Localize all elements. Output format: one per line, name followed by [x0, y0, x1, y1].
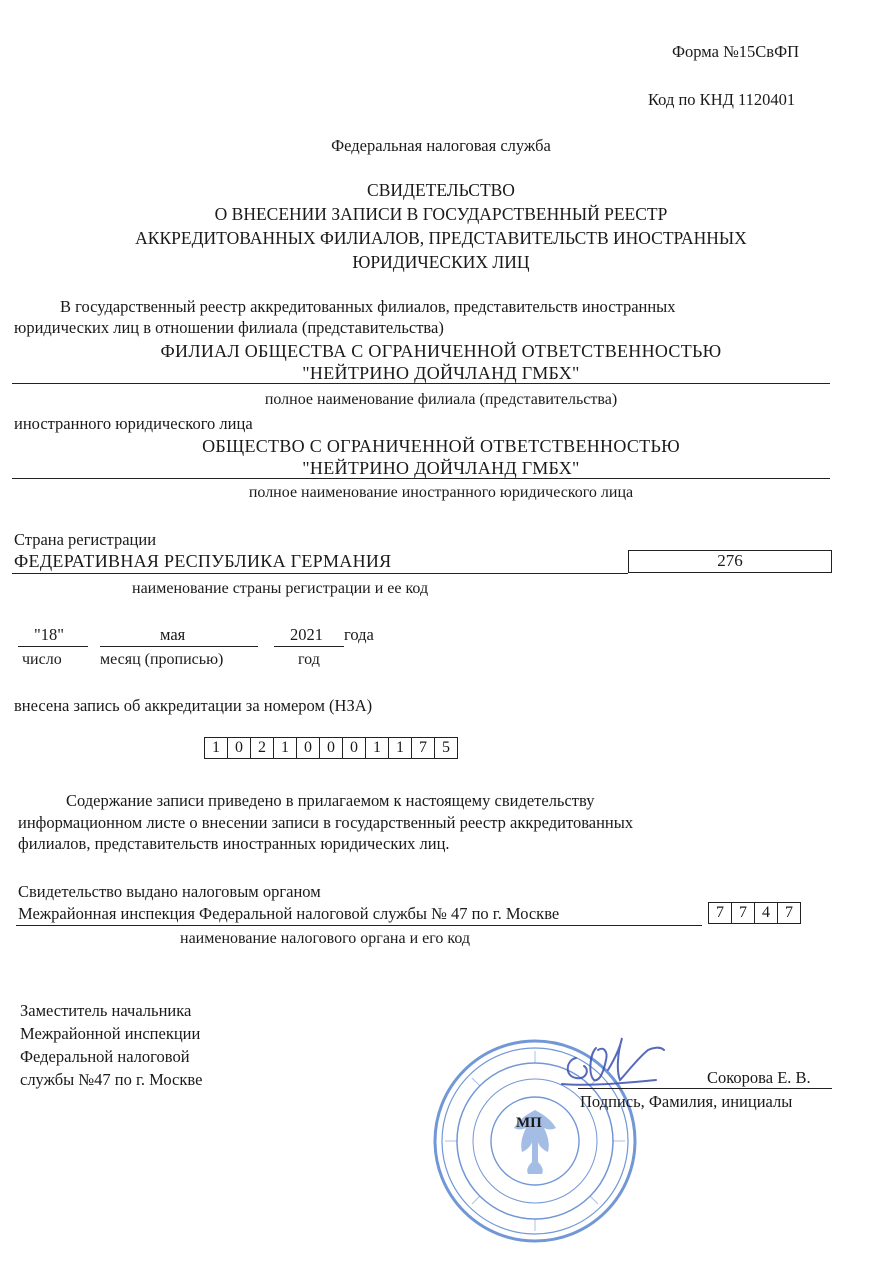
record-digit: 0 — [320, 738, 343, 759]
signatory-position-line-2: Межрайонной инспекции — [20, 1024, 201, 1043]
record-digit: 2 — [251, 738, 274, 759]
date-year: 2021 — [290, 625, 323, 644]
foreign-entity-caption: полное наименование иностранного юридического лица — [248, 484, 634, 501]
doc-title-line-3: АККРЕДИТОВАННЫХ ФИЛИАЛОВ, ПРЕДСТАВИТЕЛЬСТВ ИНОСТРАННЫХ — [135, 228, 747, 248]
issuer-name-rule — [16, 925, 702, 926]
foreign-entity-name-line-1: ОБЩЕСТВО С ОГРАНИЧЕННОЙ ОТВЕТСТВЕННОСТЬЮ — [202, 436, 680, 456]
record-digit: 0 — [343, 738, 366, 759]
date-day: "18" — [34, 625, 64, 644]
doc-title-line-2: О ВНЕСЕНИИ ЗАПИСИ В ГОСУДАРСТВЕННЫЙ РЕЕСТР — [214, 204, 668, 224]
date-day-rule — [18, 646, 88, 647]
issuer-caption: наименование налогового органа и его код — [180, 930, 471, 947]
record-digit: 1 — [205, 738, 228, 759]
record-label: внесена запись об аккредитации за номером (НЗА) — [14, 696, 373, 715]
branch-name-line-1: ФИЛИАЛ ОБЩЕСТВА С ОГРАНИЧЕННОЙ ОТВЕТСТВЕННОСТЬЮ — [160, 341, 722, 361]
record-digit: 0 — [228, 738, 251, 759]
date-day-caption: число — [22, 651, 62, 668]
date-month-rule — [100, 646, 258, 647]
intro-line-1: В государственный реестр аккредитованных филиалов, представительств иностранных — [60, 297, 676, 316]
agency-name: Федеральная налоговая служба — [331, 136, 551, 155]
record-number-cells — [204, 737, 458, 759]
knd-code: Код по КНД 1120401 — [648, 90, 796, 109]
date-year-rule — [274, 646, 344, 647]
record-digit: 1 — [366, 738, 389, 759]
doc-title-line-4: ЮРИДИЧЕСКИХ ЛИЦ — [352, 252, 530, 272]
intro-line-2: юридических лиц в отношении филиала (представительства) — [14, 318, 444, 337]
signature-caption: Подпись, Фамилия, инициалы — [580, 1092, 793, 1111]
date-year-caption: год — [298, 651, 320, 668]
country-name: ФЕДЕРАТИВНАЯ РЕСПУБЛИКА ГЕРМАНИЯ — [14, 551, 392, 571]
record-digit: 7 — [412, 738, 435, 759]
form-number: Форма №15СвФП — [672, 42, 800, 61]
issuer-code-digit: 7 — [778, 903, 801, 924]
branch-name-line-2: "НЕЙТРИНО ДОЙЧЛАНД ГМБХ" — [302, 363, 580, 383]
record-digit: 1 — [274, 738, 297, 759]
signature-rule — [578, 1088, 832, 1089]
date-month: мая — [160, 625, 186, 644]
foreign-entity-label: иностранного юридического лица — [14, 414, 253, 433]
country-name-rule — [12, 573, 628, 574]
record-digit: 1 — [389, 738, 412, 759]
issuer-label: Свидетельство выдано налоговым органом — [18, 882, 321, 901]
branch-name-caption: полное наименование филиала (представительства) — [264, 391, 618, 408]
date-month-caption: месяц (прописью) — [100, 651, 224, 668]
country-caption: наименование страны регистрации и ее код — [132, 580, 429, 597]
issuer-name: Межрайонная инспекция Федеральной налоговой службы № 47 по г. Москве — [18, 904, 560, 923]
record-digit: 5 — [435, 738, 458, 759]
issuer-code-digit: 7 — [732, 903, 755, 924]
branch-name-rule — [12, 383, 830, 384]
signatory-position-line-3: Федеральной налоговой — [20, 1047, 190, 1066]
country-code-box: 276 — [628, 550, 832, 573]
content-note-line-3: филиалов, представительств иностранных юридических лиц. — [18, 834, 450, 853]
record-digit: 0 — [297, 738, 320, 759]
signatory-position-line-4: службы №47 по г. Москве — [20, 1070, 203, 1089]
signatory-position-line-1: Заместитель начальника — [20, 1001, 192, 1020]
issuer-code-digit: 4 — [755, 903, 778, 924]
seal-place-mark: МП — [516, 1115, 542, 1131]
foreign-entity-name-line-2: "НЕЙТРИНО ДОЙЧЛАНД ГМБХ" — [302, 458, 580, 478]
country-label: Страна регистрации — [14, 530, 157, 549]
issuer-code-digit: 7 — [709, 903, 732, 924]
doc-title-line-1: СВИДЕТЕЛЬСТВО — [367, 180, 515, 200]
handwritten-signature — [556, 1030, 666, 1100]
issuer-code-cells — [708, 902, 801, 924]
signatory-name: Сокорова Е. В. — [707, 1068, 811, 1087]
date-year-suffix: года — [344, 625, 374, 644]
content-note-line-2: информационном листе о внесении записи в государственный реестр аккредитованных — [18, 813, 634, 832]
foreign-entity-rule — [12, 478, 830, 479]
content-note-line-1: Содержание записи приведено в прилагаемом к настоящему свидетельству — [66, 791, 595, 810]
